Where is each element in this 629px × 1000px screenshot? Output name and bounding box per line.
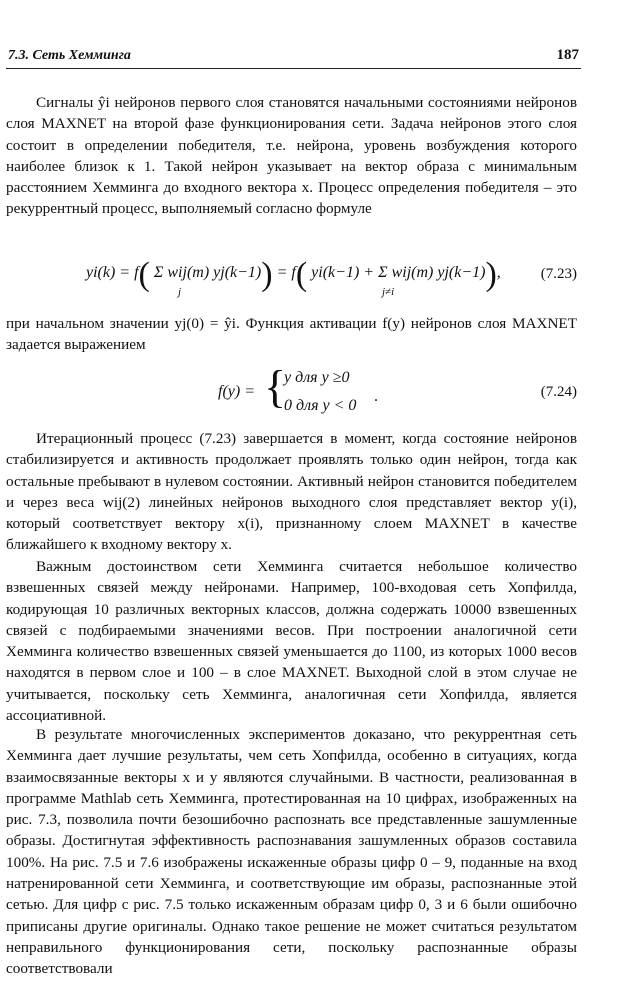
paragraph-4-text: Важным достоинством сети Хемминга считается небольшое количество взвешенных связей между нейронами. Например, 100-входовая сеть Хопфилда, кодирующая 10 различных векторных классов, должна содержать 10000 взвешенных связей с подбираемыми значениями весов. При построении аналогичной сети Хемминга количество взвешенных связей уменьшается до 1100, из которых 1000 весов находятся в первом слое и 100 – в слое MAXNET. Выходной слой в этом случае не учитывается, поскольку сеть Хемминга, аналогичная сети Хопфилда, является ассоциативной. xyxy=(6,558,577,725)
paragraph-3 xyxy=(6,428,577,556)
paragraph-4 xyxy=(6,556,577,726)
eq1-sum1: Σ wij(m) yj(k−1) xyxy=(153,264,262,281)
section-title: 7.3. Сеть Хемминга xyxy=(8,48,131,63)
paragraph-5-text: В результате многочисленных экспериментов доказано, что рекуррентная сеть Хемминга дает лучшие результаты, чем сеть Хопфилда, особенно в ситуациях, когда взаимосвязанные векторы x и y являются случайными. В частности, реализованная в программе Mathlab сеть Хемминга, протестированная на 10 цифрах, изображенных на рис. 7.3, позволила почти безошибочно распознать все представленные зашумленные образы. Достигнутая эффективность распознавания зашумленных образов составила 100%. На рис. 7.5 и 7.6 изображены искаженные образы цифр 0 – 9, поданные на вход натренированной сети Хемминга, и соответствующие им образы, распознанные этой сетью. Для цифр с рис. 7.5 только искаженным образам цифр 0, 3 и 6 были ошибочно приписаны другие оригиналы. Однако такое решение не может считаться результатом неправильного функционирования сети, поскольку распознанные образы соответствовали xyxy=(6,726,577,978)
paragraph-1 xyxy=(6,92,577,220)
paragraph-3-text: Итерационный процесс (7.23) завершается в момент, когда состояние нейронов стабилизируется и активность продолжает проявлять только один нейрон, тогда как остальные пребывают в нулевом состоянии. Активный нейрон становится победителем и через веса wij(2) линейных нейронов выходного слоя представляет вектор y(i), который соответствует вектору x(i), признанному слоем MAXNET в качестве ближайшего к входному вектору x. xyxy=(6,430,577,554)
eq1-rhs: yi(k−1) + Σ wij(m) yj(k−1) xyxy=(311,264,486,281)
eq2-dot: . xyxy=(374,388,378,405)
equation-7-24: f(y) = { y для y ≥0 0 для y < 0 . (7.24) xyxy=(218,361,577,414)
eq1-sum1-index: j xyxy=(178,286,182,298)
equation-7-23-body: yi(k) = f( Σ wij(m) yj(k−1)) = f( yi(k−1) + Σ wij(m) yj(k−1)), xyxy=(86,256,501,293)
paragraph-2 xyxy=(6,313,577,356)
eq2-number: (7.24) xyxy=(540,384,577,400)
paragraph-1-text: Сигналы ŷi нейронов первого слоя становятся начальными состояниями нейронов слоя MAXNET на второй фазе функционирования сети. Задача нейронов этого слоя состоит в определении победителя, т.е. нейрона, уровень возбуждения которого наиболее близок к 1. Такой нейрон указывает на вектор образа с минимальным расстоянием Хемминга до входного вектора x. Процесс определения победителя – это рекуррентный процесс, выполняемый согласно формуле xyxy=(6,94,577,218)
eq1-sum2-index: j≠i xyxy=(382,286,395,298)
page-number: 187 xyxy=(556,47,579,63)
paragraph-2-text: при начальном значении yj(0) = ŷi. Функция активации f(y) нейронов слоя MAXNET задается выражением xyxy=(6,315,577,354)
equation-7-23 xyxy=(6,256,577,302)
eq2-case2: 0 для y < 0 xyxy=(284,397,357,414)
running-header xyxy=(6,46,581,69)
eq2-lhs: f(y) = xyxy=(218,383,255,400)
eq1-mid: = f xyxy=(276,264,296,281)
eq1-number: (7.23) xyxy=(540,266,577,282)
paragraph-5 xyxy=(6,724,577,980)
eq2-case1: y для y ≥0 xyxy=(284,369,350,386)
eq1-lhs: yi(k) = f xyxy=(86,264,139,281)
